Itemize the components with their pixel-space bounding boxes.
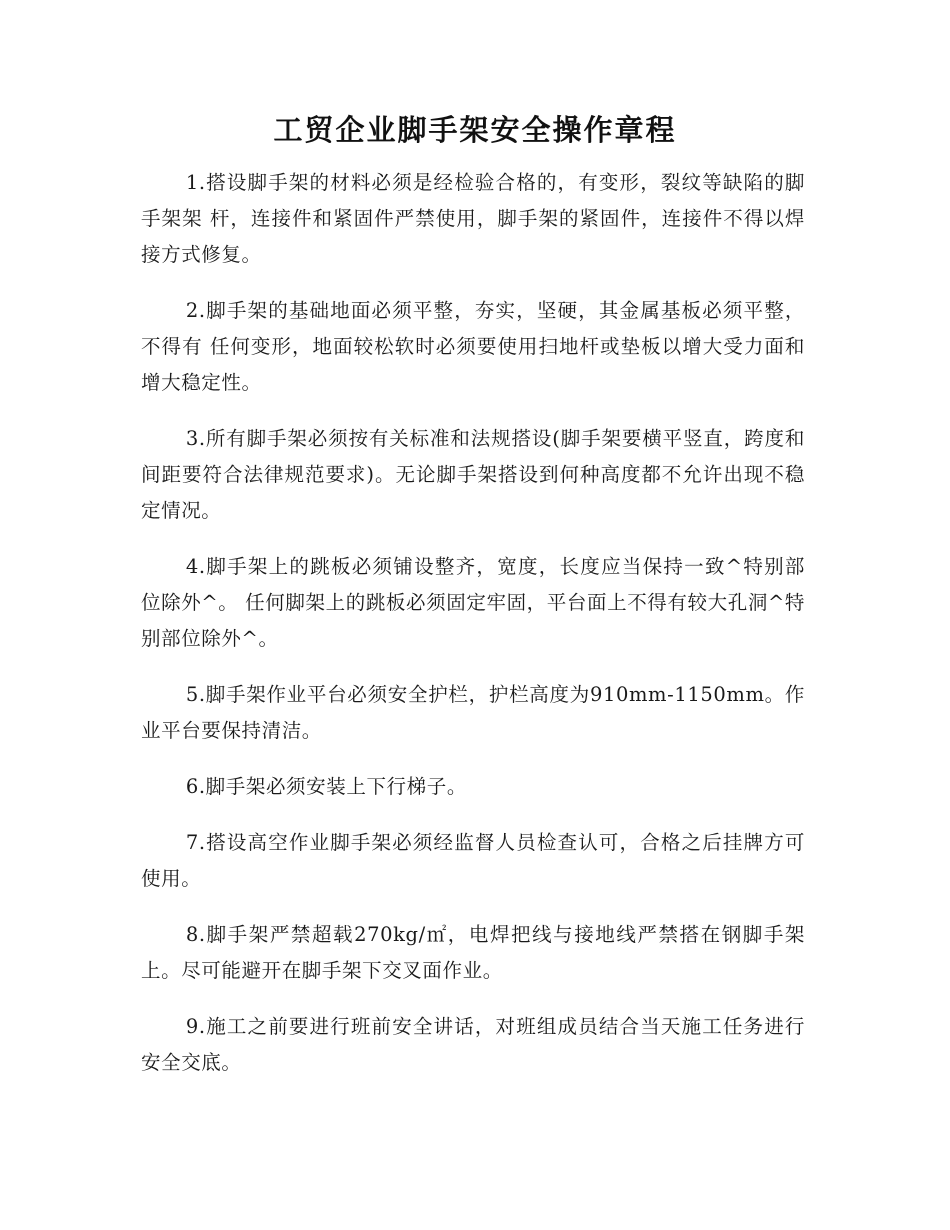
document-body [141, 165, 805, 1101]
paragraph-7: 7.搭设高空作业脚手架必须经监督人员检查认可，合格之后挂牌方可使用。 [141, 831, 805, 890]
paragraph-4: 4.脚手架上的跳板必须铺设整齐，宽度，长度应当保持一致^特别部位除外^。 任何脚架上的跳板必须固定牢固，平台面上不得有较大孔洞^特别部位除外^。 [141, 555, 805, 650]
paragraph-1: 1.搭设脚手架的材料必须是经检验合格的，有变形，裂纹等缺陷的脚手架架 杆，连接件和紧固件严禁使用，脚手架的紧固件，连接件不得以焊接方式修复。 [141, 171, 805, 266]
paragraph-3: 3.所有脚手架必须按有关标准和法规搭设(脚手架要横平竖直，跨度和间距要符合法律规范要求)。无论脚手架搭设到何种高度都不允许出现不稳定情况。 [141, 427, 805, 522]
paragraph-8: 8.脚手架严禁超载270kg/㎡，电焊把线与接地线严禁搭在钢脚手架上。尽可能避开在脚手架下交叉面作业。 [141, 923, 805, 982]
paragraph-5: 5.脚手架作业平台必须安全护栏，护栏高度为910mm-1150mm。作业平台要保持清洁。 [141, 683, 805, 742]
paragraph-6: 6.脚手架必须安装上下行梯子。 [185, 775, 467, 798]
document-title: 工贸企业脚手架安全操作章程 [273, 113, 677, 147]
paragraph-9: 9.施工之前要进行班前安全讲话，对班组成员结合当天施工任务进行安全交底。 [141, 1015, 805, 1074]
paragraph-2: 2.脚手架的基础地面必须平整，夯实，坚硬，其金属基板必须平整，不得有 任何变形，地面较松软时必须要使用扫地杆或垫板以增大受力面和增大稳定性。 [141, 299, 805, 394]
